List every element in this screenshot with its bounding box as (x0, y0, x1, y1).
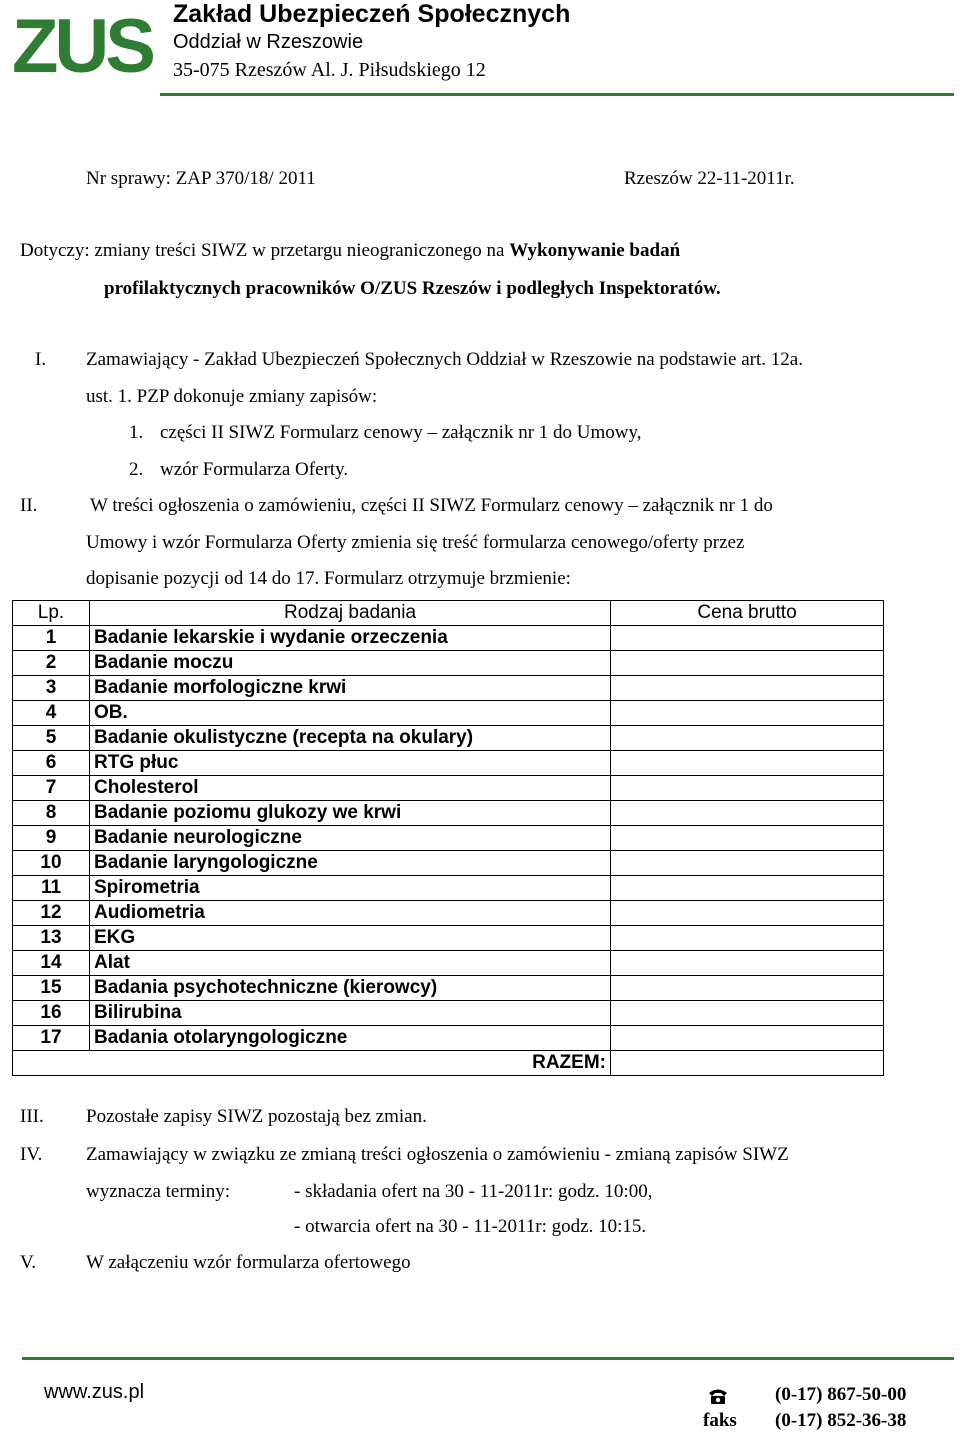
section-II-line-2: Umowy i wzór Formularza Oferty zmienia się treść formularza cenowego/oferty przez (86, 532, 745, 553)
row-lp: 6 (13, 751, 90, 776)
row-exam-type: Badanie neurologiczne (90, 826, 611, 851)
table-row (13, 651, 884, 676)
row-exam-type: Badanie laryngologiczne (90, 851, 611, 876)
row-price-cell (611, 851, 884, 876)
row-exam-type: EKG (90, 926, 611, 951)
row-exam-type: Alat (90, 951, 611, 976)
section-I-line-2: ust. 1. PZP dokonuje zmiany zapisów: (86, 386, 378, 407)
row-exam-type: Badania psychotechniczne (kierowcy) (90, 976, 611, 1001)
table-row (13, 876, 884, 901)
row-exam-type: Badanie morfologiczne krwi (90, 676, 611, 701)
row-price-cell (611, 626, 884, 651)
table-row (13, 1026, 884, 1051)
row-exam-type: Spirometria (90, 876, 611, 901)
row-price-cell (611, 976, 884, 1001)
row-exam-type: Badanie okulistyczne (recepta na okulary) (90, 726, 611, 751)
header-gross-price: Cena brutto (611, 601, 884, 626)
row-price-cell (611, 826, 884, 851)
row-price-cell (611, 926, 884, 951)
total-label: RAZEM: (13, 1051, 611, 1076)
section-IV-term-1: - składania ofert na 30 - 11-2011r: godz. 10:00, (294, 1181, 653, 1202)
section-I-line-1: Zamawiający - Zakład Ubezpieczeń Społecznych Oddział w Rzeszowie na podstawie art. 12a. (86, 349, 803, 370)
row-lp: 12 (13, 901, 90, 926)
row-price-cell (611, 651, 884, 676)
subject-title-part-2: profilaktycznych pracowników O/ZUS Rzeszów i podległych Inspektoratów. (104, 278, 721, 299)
row-price-cell (611, 876, 884, 901)
total-value-cell (611, 1051, 884, 1076)
org-address: 35-075 Rzeszów Al. J. Piłsudskiego 12 (173, 59, 486, 81)
footer-divider (22, 1357, 954, 1360)
row-lp: 3 (13, 676, 90, 701)
table-row (13, 776, 884, 801)
place-date: Rzeszów 22-11-2011r. (624, 168, 795, 189)
section-V-text: W załączeniu wzór formularza ofertowego (86, 1252, 411, 1273)
row-lp: 8 (13, 801, 90, 826)
table-row (13, 1001, 884, 1026)
row-price-cell (611, 901, 884, 926)
phone-icon (707, 1386, 729, 1406)
logo-text: ZUS (12, 4, 152, 89)
table-row (13, 751, 884, 776)
header-exam-type: Rodzaj badania (90, 601, 611, 626)
section-I-item-text: części II SIWZ Formularz cenowy – załącznik nr 1 do Umowy, (160, 422, 642, 443)
row-lp: 2 (13, 651, 90, 676)
table-row (13, 826, 884, 851)
row-lp: 14 (13, 951, 90, 976)
fax-label: faks (703, 1410, 737, 1431)
subject-prefix: Dotyczy: zmiany treści SIWZ w przetargu nieograniczonego na (20, 240, 510, 261)
row-exam-type: OB. (90, 701, 611, 726)
section-IV-term-2: - otwarcia ofert na 30 - 11-2011r: godz. 10:15. (294, 1216, 647, 1237)
section-II-line-3: dopisanie pozycji od 14 do 17. Formularz otrzymuje brzmienie: (86, 568, 571, 589)
row-lp: 17 (13, 1026, 90, 1051)
table-total-row (13, 1051, 884, 1076)
row-price-cell (611, 1001, 884, 1026)
website-link[interactable]: www.zus.pl (44, 1381, 145, 1403)
table-body (13, 626, 884, 1051)
header-divider (160, 93, 954, 96)
section-IV-number: IV. (20, 1144, 43, 1165)
section-V-number: V. (20, 1252, 37, 1273)
row-lp: 15 (13, 976, 90, 1001)
table-row (13, 851, 884, 876)
table-header-row (13, 601, 884, 626)
table-row (13, 626, 884, 651)
table-row (13, 976, 884, 1001)
row-exam-type: Badanie lekarskie i wydanie orzeczenia (90, 626, 611, 651)
row-exam-type: Audiometria (90, 901, 611, 926)
table-row (13, 801, 884, 826)
row-price-cell (611, 676, 884, 701)
row-lp: 10 (13, 851, 90, 876)
row-price-cell (611, 751, 884, 776)
header-lp: Lp. (13, 601, 90, 626)
subject-title-part-1: Wykonywanie badań (509, 240, 681, 261)
zus-logo (12, 4, 152, 89)
section-I-item-text: wzór Formularza Oferty. (160, 459, 349, 480)
section-I-item-number: 2. (129, 459, 144, 480)
section-IV-terms-label: wyznacza terminy: (86, 1181, 231, 1202)
section-III-number: III. (20, 1106, 44, 1127)
row-lp: 11 (13, 876, 90, 901)
section-I-number: I. (35, 349, 47, 370)
row-price-cell (611, 776, 884, 801)
section-II-number: II. (20, 495, 38, 516)
table-row (13, 951, 884, 976)
row-lp: 16 (13, 1001, 90, 1026)
org-name: Zakład Ubezpieczeń Społecznych (173, 0, 571, 28)
table-row (13, 726, 884, 751)
row-exam-type: Badanie moczu (90, 651, 611, 676)
row-exam-type: Bilirubina (90, 1001, 611, 1026)
row-price-cell (611, 951, 884, 976)
row-lp: 4 (13, 701, 90, 726)
row-exam-type: Badania otolaryngologiczne (90, 1026, 611, 1051)
row-lp: 13 (13, 926, 90, 951)
fax-number: (0-17) 852-36-38 (775, 1410, 907, 1431)
row-price-cell (611, 726, 884, 751)
row-exam-type: RTG płuc (90, 751, 611, 776)
org-branch: Oddział w Rzeszowie (173, 31, 364, 53)
row-price-cell (611, 1026, 884, 1051)
case-number: Nr sprawy: ZAP 370/18/ 2011 (86, 168, 316, 189)
section-IV-line-1: Zamawiający w związku ze zmianą treści ogłoszenia o zamówieniu - zmianą zapisów SIWZ (86, 1144, 789, 1165)
subject-line-1 (20, 240, 680, 262)
row-exam-type: Badanie poziomu glukozy we krwi (90, 801, 611, 826)
price-form-table (12, 600, 884, 1076)
table-row (13, 676, 884, 701)
row-lp: 5 (13, 726, 90, 751)
row-lp: 1 (13, 626, 90, 651)
row-price-cell (611, 701, 884, 726)
section-I-item-number: 1. (129, 422, 144, 443)
phone-number: (0-17) 867-50-00 (775, 1384, 907, 1405)
row-price-cell (611, 801, 884, 826)
row-lp: 7 (13, 776, 90, 801)
table-row (13, 901, 884, 926)
table-row (13, 926, 884, 951)
row-lp: 9 (13, 826, 90, 851)
section-III-text: Pozostałe zapisy SIWZ pozostają bez zmian. (86, 1106, 427, 1127)
table-row (13, 701, 884, 726)
row-exam-type: Cholesterol (90, 776, 611, 801)
section-II-line-1: W treści ogłoszenia o zamówieniu, części II SIWZ Formularz cenowy – załącznik nr 1 do (90, 495, 773, 516)
